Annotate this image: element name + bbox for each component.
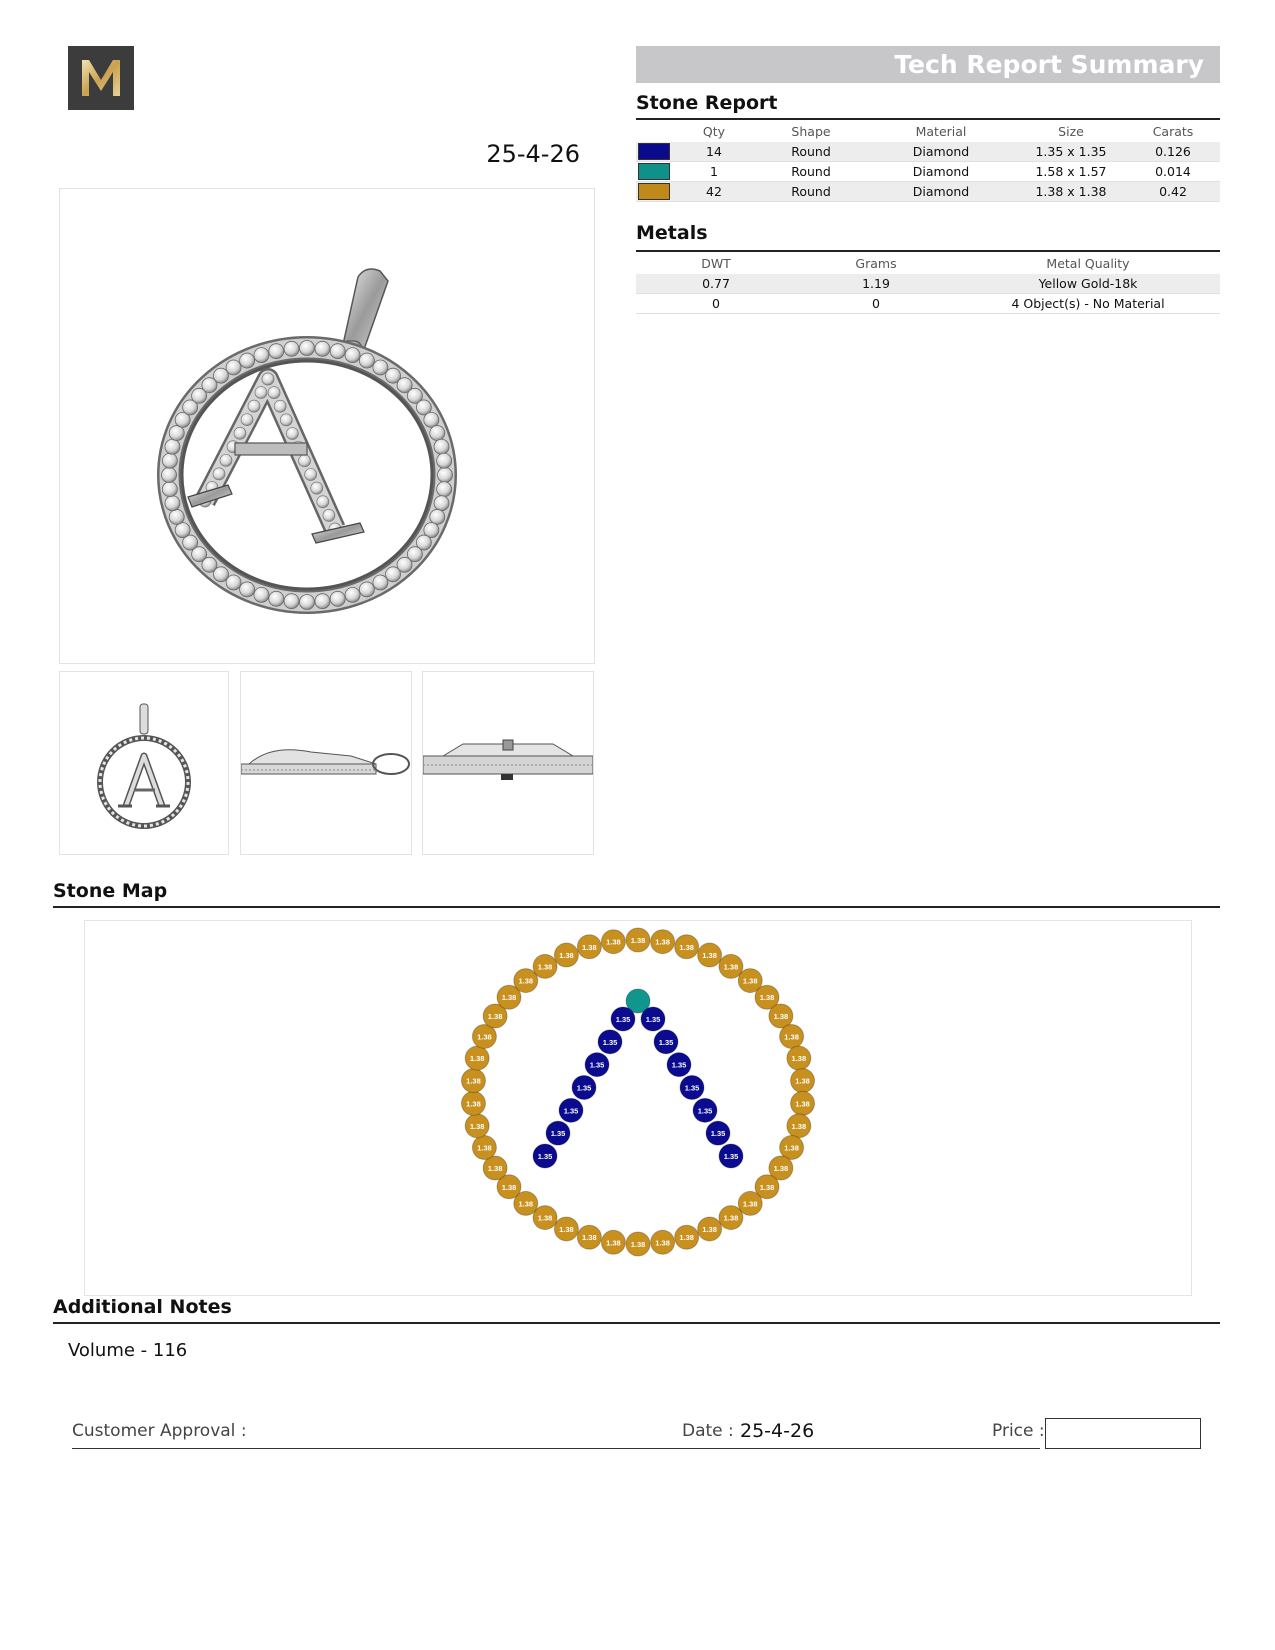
letter-gem [241,414,253,426]
outer-stone [698,1217,722,1241]
letter-stone [533,1144,557,1168]
outer-stone-label: 1.38 [477,1143,492,1153]
stone-report-header-row [636,121,1220,142]
letter-gem [234,427,246,439]
outer-stone-label: 1.38 [742,976,758,986]
grams-col-header: Grams [855,256,897,271]
ring-gem [162,453,177,468]
letter-gem [299,455,311,467]
front-view-thumbnail [59,671,229,855]
letter-gem [268,387,280,399]
stone-map-rule [53,906,1220,908]
ring-gem [373,575,388,590]
stone-material: Diamond [866,162,1016,182]
outer-stone-label: 1.38 [469,1121,485,1131]
metals-title: Metals [636,222,708,244]
letter-stone-label: 1.35 [589,1060,605,1070]
ring-gem [434,496,449,511]
outer-stone-label: 1.38 [466,1099,481,1109]
letter-gem [213,468,225,480]
letter-stone-label: 1.35 [723,1152,739,1161]
outer-stone [601,1230,625,1254]
letter-stone-label: 1.35 [710,1129,726,1139]
outer-stone-label: 1.38 [795,1099,810,1109]
ring-gem [284,341,299,356]
ring-gem [284,594,299,609]
outer-stone-label: 1.38 [582,1233,597,1243]
ring-gem [386,567,401,582]
ring-gem [169,426,184,441]
ring-gem [373,360,388,375]
ring-gem [240,353,255,368]
report-title: Tech Report Summary [894,50,1204,79]
ring-gem [226,360,241,375]
outer-stone-label: 1.38 [773,1012,789,1021]
letter-gem [248,400,260,412]
outer-stone [461,1091,485,1115]
ring-gem [437,453,452,468]
metal-grams: 1.19 [796,274,956,294]
material-col-header: Material [915,124,967,139]
ring-gem [330,344,345,359]
letter-stone [546,1121,570,1145]
outer-stone-label: 1.38 [723,962,739,972]
stone-map-title: Stone Map [53,880,168,902]
outer-stone [675,1225,699,1249]
quality-col-header: Metal Quality [1046,256,1130,271]
ring-gem [165,439,180,454]
letter-stone-label: 1.35 [645,1015,661,1024]
outer-stone-label: 1.38 [559,951,574,961]
letter-stone [654,1030,678,1054]
outer-stone-label: 1.38 [469,1054,485,1064]
ring-gem [300,341,315,356]
outer-stone [651,1230,675,1254]
stone-report-title: Stone Report [636,92,778,114]
stone-report-table [636,121,1220,202]
outer-stone [577,1225,601,1249]
letter-gem [220,454,232,466]
outer-stone-label: 1.38 [655,937,670,947]
approval-date-value: 25-4-26 [740,1420,815,1442]
ring-gem [345,348,360,363]
stone-color-swatch [638,183,670,200]
stone-color-swatch [638,163,670,180]
metals-table [636,253,1220,314]
ring-gem [175,523,190,538]
approval-date-label: Date : [682,1421,734,1441]
stone-size: 1.38 x 1.38 [1016,182,1126,202]
outer-stone-label: 1.38 [655,1238,670,1248]
outer-stone [461,1069,485,1093]
table-row [636,142,1220,162]
letter-gem [280,414,292,426]
ring-gem [345,587,360,602]
outer-stone [601,930,625,954]
carats-col-header: Carats [1152,124,1194,139]
stone-material: Diamond [866,142,1016,162]
outer-stone [698,943,722,967]
ring-gem [300,595,315,610]
ring-gem [437,482,452,497]
stone-map-drawing [85,921,1191,1295]
approval-signature-line [72,1448,1040,1449]
outer-stone-label: 1.38 [702,1224,717,1234]
outer-stone [791,1069,815,1093]
letter-stone-label: 1.35 [537,1152,553,1161]
letter-stone-label: 1.35 [576,1083,592,1093]
ring-gem [434,439,449,454]
letter-gem [311,482,323,494]
letter-stone-label: 1.35 [602,1037,618,1047]
outer-stone-label: 1.38 [606,937,621,947]
outer-stone [791,1091,815,1115]
main-pendant-view [59,188,595,664]
letter-gem [317,496,329,508]
ring-gem [269,344,284,359]
ring-gem [330,591,345,606]
outer-stone [626,928,650,952]
shape-col-header: Shape [791,124,831,139]
letter-stone [680,1076,704,1100]
price-label: Price : [992,1421,1045,1441]
letter-gem [255,387,267,399]
letter-stone-label: 1.35 [697,1106,713,1116]
ring-gem [430,426,445,441]
ring-gem [165,496,180,511]
outer-stone-label: 1.38 [630,1240,646,1249]
ring-gem [254,348,269,363]
ring-gem [359,353,374,368]
qty-col-header: Qty [702,124,726,139]
side-view-thumbnail [240,671,412,855]
outer-stone [472,1136,496,1160]
letter-stone-label: 1.35 [658,1037,674,1047]
color-col-header [636,121,672,142]
notes-text: Volume - 116 [68,1340,188,1361]
outer-stone-label: 1.38 [487,1164,503,1173]
outer-stone [554,1217,578,1241]
outer-stone-label: 1.38 [477,1032,492,1042]
stone-report-rule [636,118,1220,120]
outer-stone-label: 1.38 [537,962,553,972]
outer-stone [675,935,699,959]
stone-carats: 0.014 [1126,162,1220,182]
stone-qty: 14 [672,142,756,162]
stone-color-swatch [638,143,670,160]
metal-dwt: 0 [636,294,796,314]
top-view-thumbnail [422,671,594,855]
report-title-bar [636,46,1220,83]
outer-stone [780,1024,804,1048]
metal-dwt: 0.77 [636,274,796,294]
table-row [636,162,1220,182]
outer-stone-label: 1.38 [630,936,646,945]
outer-stone-label: 1.38 [606,1238,621,1248]
dwt-col-header: DWT [701,256,731,271]
stone-shape: Round [756,142,866,162]
outer-stone [577,935,601,959]
letter-gem [262,373,274,385]
ring-gem [162,482,177,497]
letter-stone-label: 1.35 [671,1060,687,1070]
notes-title: Additional Notes [53,1296,232,1318]
outer-stone-label: 1.38 [559,1224,574,1234]
outer-stone-label: 1.38 [784,1143,799,1153]
outer-stone-label: 1.38 [702,951,717,961]
outer-stone [626,1232,650,1256]
metal-quality: Yellow Gold-18k [956,274,1220,294]
ring-gem [359,582,374,597]
outer-stone [465,1046,489,1070]
outer-stone-label: 1.38 [679,1233,694,1243]
letter-stone [598,1030,622,1054]
customer-approval-label: Customer Approval : [72,1421,247,1441]
outer-stone [554,943,578,967]
stone-qty: 42 [672,182,756,202]
outer-stone [719,1206,743,1230]
outer-stone-label: 1.38 [773,1164,789,1173]
outer-stone-label: 1.38 [501,993,517,1003]
outer-stone [787,1114,811,1138]
metal-grams: 0 [796,294,956,314]
stone-carats: 0.126 [1126,142,1220,162]
letter-gem [274,400,286,412]
outer-stone [651,930,675,954]
letter-stone [719,1144,743,1168]
company-logo [68,46,134,110]
ring-gem [162,468,177,483]
ring-gem [254,587,269,602]
letter-gem [286,428,298,440]
letter-stone-label: 1.35 [684,1083,700,1093]
stone-size: 1.58 x 1.57 [1016,162,1126,182]
stone-material: Diamond [866,182,1016,202]
letter-gem [323,509,335,521]
outer-stone-label: 1.38 [723,1213,739,1223]
metals-rule [636,250,1220,252]
letter-stone [693,1098,717,1122]
ring-gem [269,591,284,606]
ring-gem [315,341,330,356]
letter-stone [585,1053,609,1077]
table-row [636,294,1220,314]
ring-gem [430,509,445,524]
outer-stone-label: 1.38 [791,1121,807,1131]
outer-stone-label: 1.38 [518,1199,534,1209]
ring-gem [169,509,184,524]
stone-qty: 1 [672,162,756,182]
notes-rule [53,1322,1220,1324]
ring-gem [240,582,255,597]
outer-stone-label: 1.38 [791,1054,807,1064]
price-field[interactable] [1045,1418,1201,1449]
metal-quality: 4 Object(s) - No Material [956,294,1220,314]
outer-stone-label: 1.38 [742,1199,758,1209]
letter-stone [706,1121,730,1145]
outer-stone-label: 1.38 [466,1076,481,1086]
letter-stone-label: 1.35 [550,1129,566,1139]
ring-gem [315,594,330,609]
letter-stone [641,1007,665,1031]
letter-gem [305,468,317,480]
metals-header-row [636,253,1220,274]
stone-size: 1.35 x 1.35 [1016,142,1126,162]
outer-stone-label: 1.38 [537,1213,553,1223]
document-date: 25-4-26 [486,140,580,168]
outer-stone [465,1114,489,1138]
outer-stone-label: 1.38 [518,976,534,986]
outer-stone-label: 1.38 [795,1076,810,1086]
size-col-header: Size [1058,124,1084,139]
stone-map [84,920,1192,1296]
outer-stone-label: 1.38 [487,1012,503,1021]
stone-carats: 0.42 [1126,182,1220,202]
table-row [636,274,1220,294]
outer-stone [533,954,557,978]
ring-gem [213,368,228,383]
letter-stone [572,1076,596,1100]
letter-stone [611,1007,635,1031]
stone-shape: Round [756,182,866,202]
letter-stone [667,1053,691,1077]
outer-stone [787,1046,811,1070]
outer-stone-label: 1.38 [759,993,775,1003]
letter-stone [559,1098,583,1122]
outer-stone-label: 1.38 [582,942,597,952]
outer-stone-label: 1.38 [501,1182,517,1192]
ring-gem [226,575,241,590]
ring-gem [438,468,453,483]
letter-stone-label: 1.35 [563,1106,579,1116]
table-row [636,182,1220,202]
letter-stone-label: 1.35 [615,1015,631,1024]
outer-stone-label: 1.38 [759,1182,775,1192]
ring-gem [424,412,439,427]
outer-stone-label: 1.38 [784,1032,799,1042]
stone-shape: Round [756,162,866,182]
outer-stone-label: 1.38 [679,942,694,952]
